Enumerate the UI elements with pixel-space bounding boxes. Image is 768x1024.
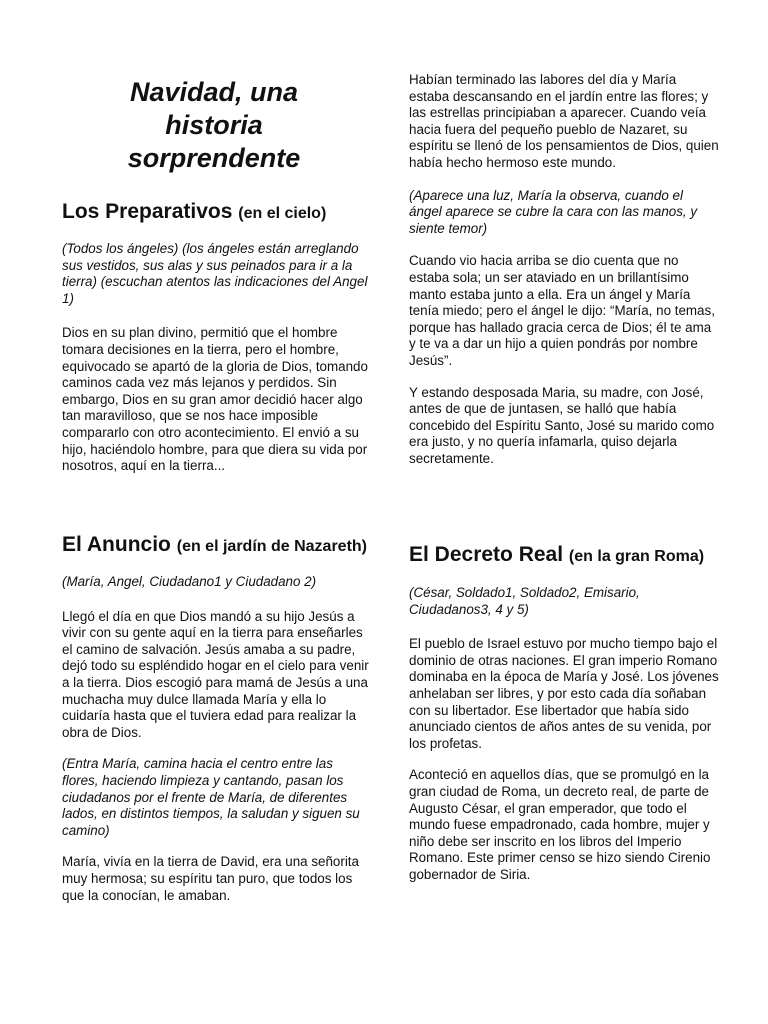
heading-location: (en la gran Roma) (568, 548, 705, 565)
stage-direction: (Aparece una luz, María la observa, cuando el ángel aparece se cubre la cara con las manos, y siente temor) (409, 187, 698, 236)
section-heading (62, 533, 372, 559)
document-title (62, 76, 366, 175)
heading-location: (en el jardín de Nazareth) (176, 538, 367, 555)
title-line-1: Navidad, una (129, 77, 299, 107)
paragraph: Llegó el día en que Dios mandó a su hijo Jesús a vivir con su gente aquí en la tierra para enseñarles el camino de salvación. Jesús amaba a su padre, dejó todo su espléndido hogar en el cielo para venir a la tierra. Dios escogió para mamá de Jesús a una muchacha muy dulce llamada María y ella lo cuidaría hasta que el tuviera edad para realizar la obra de Dios. (62, 608, 369, 740)
right-column-top (409, 72, 719, 467)
section-decreto (409, 543, 719, 884)
section-preparativos (62, 200, 372, 475)
heading-text: El Decreto Real (409, 543, 564, 566)
stage-direction: (Todos los ángeles) (los ángeles están arreglando sus vestidos, sus alas y sus peinados para ir a la tierra) (escuchan atentos las indicaciones del Angel 1) (62, 241, 368, 306)
paragraph: Habían terminado las labores del día y María estaba descansando en el jardín entre las flores; y las estrellas principiaban a aparecer. Cuando veía hacia fuera del pequeño pueblo de Nazaret, su espíritu se llenó de los pensamientos de Dios, quien había hecho hermoso este mundo. (409, 72, 719, 170)
section-heading (62, 200, 372, 226)
stage-direction: (Entra María, camina hacia el centro entre las flores, haciendo limpieza y cantando, pasan los ciudadanos por el frente de María, de diferentes lados, en distintos tiempos, la saludan y siguen su camino) (62, 756, 360, 838)
title-line-3: sorprendente (127, 143, 301, 173)
title-line-2: historia (165, 110, 263, 140)
left-column-top (62, 76, 372, 175)
heading-text: El Anuncio (62, 533, 171, 556)
stage-direction: (César, Soldado1, Soldado2, Emisario, Ciudadanos3, 4 y 5) (409, 585, 640, 617)
paragraph: María, vivía en la tierra de David, era una señorita muy hermosa; su espíritu tan puro, que todos los que la conocían, le amaban. (62, 854, 359, 903)
heading-text: Los Preparativos (62, 200, 233, 223)
paragraph: Y estando desposada Maria, su madre, con José, antes de que de juntasen, se halló que había concebido del Espíritu Santo, José su marido como era justo, y no quería infamarla, quiso dejarla secretamente. (409, 384, 715, 466)
heading-location: (en el cielo) (238, 205, 327, 222)
section-anuncio (62, 533, 372, 904)
paragraph: Cuando vio hacia arriba se dio cuenta que no estaba sola; un ser ataviado en un brillantísimo manto estaba junto a ella. Era un ángel y María tenía miedo; pero el ángel le dijo: “María, no temas, porque has hallado gracia cerca de Dios; él te ama y te va a dar un hijo a quien pondrás por nombre Jesús”. (409, 253, 715, 368)
section-heading (409, 543, 719, 569)
paragraph: El pueblo de Israel estuvo por mucho tiempo bajo el dominio de otras naciones. El gran imperio Romano dominaba en la época de María y José. Los jóvenes anhelaban ser libres, y por esto cada día soñaban con su libertador. Ese libertador que había sido anunciado cientos de años antes de su venida, por los profetas. (409, 636, 719, 751)
stage-direction: (María, Angel, Ciudadano1 y Ciudadano 2) (62, 574, 317, 589)
paragraph: Aconteció en aquellos días, que se promulgó en la gran ciudad de Roma, un decreto real, de parte de Augusto César, el gran emperador, que todo el mundo fuese empadronado, cada hombre, mujer y niño debe ser inscrito en los libros del Imperio Romano. Este primer censo se hizo siendo Cirenio gobernador de Siria. (409, 767, 711, 882)
paragraph: Dios en su plan divino, permitió que el hombre tomara decisiones en la tierra, pero el hombre, equivocado se apartó de la gloria de Dios, tomando caminos cada vez más lejanos y perdidos. Sin embargo, Dios en su gran amor decidió hacer algo tan maravilloso, que se nos hace imposible compararlo con otro acontecimiento. El envió a su hijo, haciéndolo hombre, para que diera su vida por nosotros, aquí en la tierra... (62, 325, 368, 474)
